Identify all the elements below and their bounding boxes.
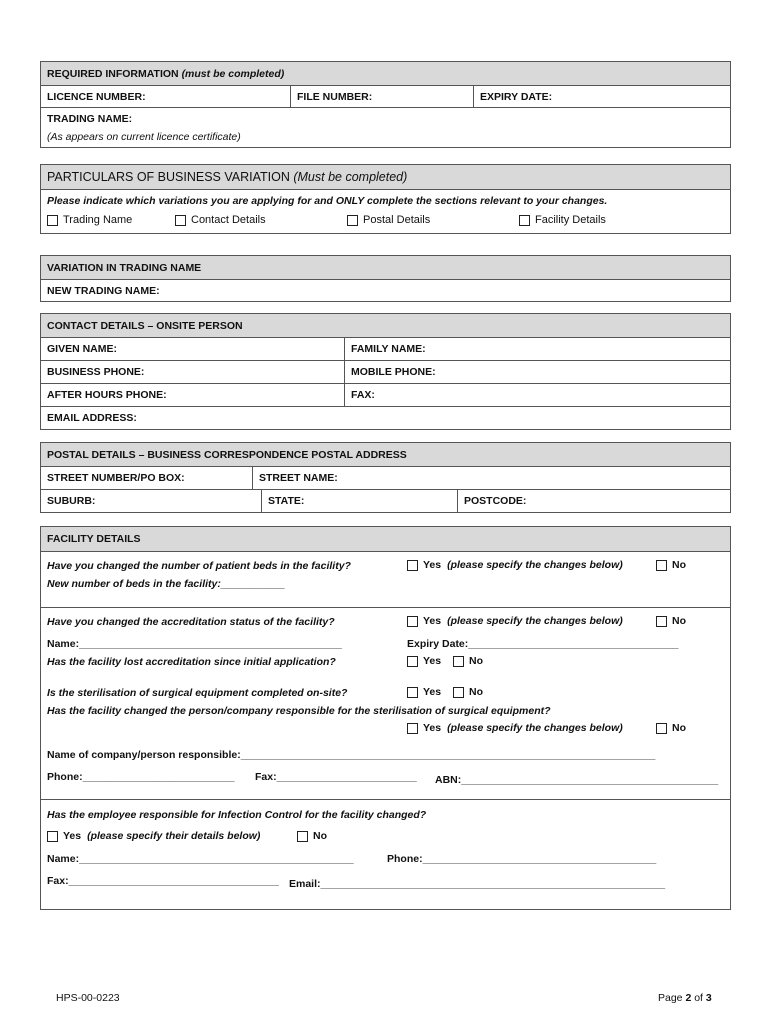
lost-yes-label: Yes xyxy=(423,655,442,667)
infection-name-field[interactable]: Name:_______________________________________________ xyxy=(47,853,354,865)
licence-number-label: LICENCE NUMBER: xyxy=(47,90,146,103)
company-responsible-field[interactable]: Name of company/person responsible:_______________________________________________________________________ xyxy=(47,749,656,761)
state-field[interactable] xyxy=(261,490,457,512)
beds-no-option[interactable] xyxy=(656,559,686,571)
infection-email-field[interactable]: Email:___________________________________________________________ xyxy=(289,878,666,890)
licence-number-field[interactable] xyxy=(41,86,290,107)
fax-field[interactable] xyxy=(344,384,730,406)
accreditation-expiry-field[interactable]: Expiry Date:____________________________________ xyxy=(407,638,679,650)
infection-no-checkbox[interactable] xyxy=(297,831,308,842)
contact-header-text: CONTACT DETAILS – ONSITE PERSON xyxy=(47,319,243,332)
particulars-header xyxy=(41,165,730,189)
accreditation-yes-checkbox[interactable] xyxy=(407,616,418,627)
steril-fax-field[interactable]: Fax:________________________ xyxy=(255,771,417,783)
option-facility-details[interactable] xyxy=(519,214,606,226)
steril-yes-label: Yes xyxy=(423,686,442,698)
trading-name-note: (As appears on current licence certificate) xyxy=(47,130,241,143)
lost-accreditation-question: Has the facility lost accreditation since initial application? xyxy=(47,656,336,668)
steril-person-yes-checkbox[interactable] xyxy=(407,723,418,734)
lost-no-checkbox[interactable] xyxy=(453,656,464,667)
steril-yes-option[interactable] xyxy=(407,686,441,698)
option-contact-details[interactable] xyxy=(175,214,266,226)
steril-yes-checkbox[interactable] xyxy=(407,687,418,698)
particulars-header-note: (Must be completed) xyxy=(293,170,408,184)
file-number-label: FILE NUMBER: xyxy=(297,90,373,103)
option-contact-details-label: Contact Details xyxy=(191,214,266,226)
street-name-field[interactable] xyxy=(252,467,730,489)
infection-specify-note: (please specify their details below) xyxy=(87,830,261,842)
beds-no-checkbox[interactable] xyxy=(656,560,667,571)
infection-yes-option[interactable] xyxy=(47,830,260,842)
steril-no-checkbox[interactable] xyxy=(453,687,464,698)
postal-header-text: POSTAL DETAILS – BUSINESS CORRESPONDENCE POSTAL ADDRESS xyxy=(47,448,407,461)
page-of: of xyxy=(694,992,703,1004)
page-current: 2 xyxy=(685,992,692,1004)
accreditation-yes-option[interactable] xyxy=(407,615,623,627)
lost-yes-checkbox[interactable] xyxy=(407,656,418,667)
steril-person-yes-option[interactable] xyxy=(407,722,623,734)
state-label: STATE: xyxy=(268,495,305,507)
facility-details-checkbox[interactable] xyxy=(519,215,530,226)
sterilisation-question: Is the sterilisation of surgical equipment completed on-site? xyxy=(47,687,348,699)
infection-yes-label: Yes xyxy=(63,830,82,842)
beds-specify-note: (please specify the changes below) xyxy=(447,559,623,571)
steril-person-no-option[interactable] xyxy=(656,722,686,734)
trading-variation-header xyxy=(41,256,730,279)
infection-phone-field[interactable]: Phone:________________________________________ xyxy=(387,853,657,865)
lost-yes-option[interactable] xyxy=(407,655,441,667)
business-phone-field[interactable] xyxy=(41,361,344,383)
required-header-text: REQUIRED INFORMATION xyxy=(47,67,179,80)
form-code: HPS-00-0223 xyxy=(56,992,120,1004)
facility-details-table xyxy=(40,526,731,910)
accreditation-question: Have you changed the accreditation status of the facility? xyxy=(47,616,335,628)
new-trading-name-field[interactable] xyxy=(41,280,730,301)
steril-person-no-checkbox[interactable] xyxy=(656,723,667,734)
trading-name-checkbox[interactable] xyxy=(47,215,58,226)
infection-no-label: No xyxy=(313,830,327,842)
beds-yes-label: Yes xyxy=(423,559,442,571)
accreditation-no-checkbox[interactable] xyxy=(656,616,667,627)
steril-no-label: No xyxy=(469,686,483,698)
infection-yes-checkbox[interactable] xyxy=(47,831,58,842)
option-facility-details-label: Facility Details xyxy=(535,214,606,226)
particulars-instruction xyxy=(41,190,730,233)
family-name-field[interactable] xyxy=(344,338,730,360)
option-trading-name[interactable] xyxy=(47,214,132,226)
contact-details-checkbox[interactable] xyxy=(175,215,186,226)
steril-person-specify-note: (please specify the changes below) xyxy=(447,722,623,734)
fax-label: FAX: xyxy=(351,389,375,401)
required-information-table xyxy=(40,61,731,148)
accreditation-specify-note: (please specify the changes below) xyxy=(447,615,623,627)
accreditation-name-field[interactable]: Name:_____________________________________________ xyxy=(47,638,342,650)
accreditation-no-label: No xyxy=(672,615,686,627)
option-trading-name-label: Trading Name xyxy=(63,214,133,226)
facility-header-text: FACILITY DETAILS xyxy=(47,533,141,545)
email-address-label: EMAIL ADDRESS: xyxy=(47,412,137,424)
business-phone-label: BUSINESS PHONE: xyxy=(47,366,145,378)
email-address-field[interactable] xyxy=(41,407,730,429)
beds-section xyxy=(41,551,730,607)
lost-no-option[interactable] xyxy=(453,655,483,667)
facility-header xyxy=(41,527,730,551)
street-number-field[interactable] xyxy=(41,467,252,489)
suburb-label: SUBURB: xyxy=(47,495,96,507)
required-header-note: (must be completed) xyxy=(181,67,285,80)
option-postal-details-label: Postal Details xyxy=(363,214,431,226)
after-hours-phone-label: AFTER HOURS PHONE: xyxy=(47,389,167,401)
beds-no-label: No xyxy=(672,559,686,571)
sterilisation-section xyxy=(41,683,730,799)
suburb-field[interactable] xyxy=(41,490,261,512)
after-hours-phone-field[interactable] xyxy=(41,384,344,406)
steril-abn-field[interactable]: ABN:____________________________________________ xyxy=(435,774,719,786)
page-total: 3 xyxy=(705,992,712,1004)
postcode-field[interactable] xyxy=(457,490,730,512)
mobile-phone-field[interactable] xyxy=(344,361,730,383)
steril-person-yes-label: Yes xyxy=(423,722,442,734)
beds-new-number-field[interactable]: New number of beds in the facility:___________ xyxy=(47,578,286,590)
postal-details-checkbox[interactable] xyxy=(347,215,358,226)
infection-control-question: Has the employee responsible for Infection Control for the facility changed? xyxy=(47,809,427,821)
lost-no-label: No xyxy=(469,655,483,667)
accreditation-no-option[interactable] xyxy=(656,615,686,627)
steril-phone-field[interactable]: Phone:__________________________ xyxy=(47,771,235,783)
trading-variation-table xyxy=(40,255,731,302)
infection-fax-field[interactable]: Fax:____________________________________ xyxy=(47,875,279,887)
steril-no-option[interactable] xyxy=(453,686,483,698)
accreditation-yes-label: Yes xyxy=(423,615,442,627)
expiry-date-label: EXPIRY DATE: xyxy=(480,90,553,103)
family-name-label: FAMILY NAME: xyxy=(351,343,426,355)
trading-name-field[interactable] xyxy=(41,108,730,147)
trading-variation-header-text: VARIATION IN TRADING NAME xyxy=(47,261,202,274)
page-number xyxy=(658,992,712,1004)
infection-no-option[interactable] xyxy=(297,830,327,842)
page-label: Page xyxy=(658,992,683,1004)
postcode-label: POSTCODE: xyxy=(464,495,527,507)
beds-yes-checkbox[interactable] xyxy=(407,560,418,571)
sterilisation-person-question: Has the facility changed the person/company responsible for the sterilisation of surgical equipment? xyxy=(47,705,551,717)
particulars-table xyxy=(40,164,731,234)
street-number-label: STREET NUMBER/PO BOX: xyxy=(47,472,185,484)
new-trading-name-label: NEW TRADING NAME: xyxy=(47,284,160,297)
street-name-label: STREET NAME: xyxy=(259,472,338,484)
contact-details-table xyxy=(40,313,731,430)
beds-question: Have you changed the number of patient beds in the facility? xyxy=(47,560,351,572)
expiry-date-field[interactable] xyxy=(473,86,730,107)
given-name-field[interactable] xyxy=(41,338,344,360)
trading-name-label: TRADING NAME: xyxy=(47,112,133,125)
contact-header xyxy=(41,314,730,337)
infection-control-section xyxy=(41,799,730,903)
postal-header xyxy=(41,443,730,466)
mobile-phone-label: MOBILE PHONE: xyxy=(351,366,436,378)
particulars-instruction-text: Please indicate which variations you are applying for and ONLY complete the sections relevant to your changes. xyxy=(47,195,608,207)
required-header xyxy=(41,62,730,85)
particulars-header-text: PARTICULARS OF BUSINESS VARIATION xyxy=(47,170,290,184)
file-number-field[interactable] xyxy=(290,86,473,107)
given-name-label: GIVEN NAME: xyxy=(47,343,118,355)
option-postal-details[interactable] xyxy=(347,214,430,226)
steril-person-no-label: No xyxy=(672,722,686,734)
accreditation-section xyxy=(41,607,730,683)
beds-yes-option[interactable] xyxy=(407,559,623,571)
postal-details-table xyxy=(40,442,731,513)
